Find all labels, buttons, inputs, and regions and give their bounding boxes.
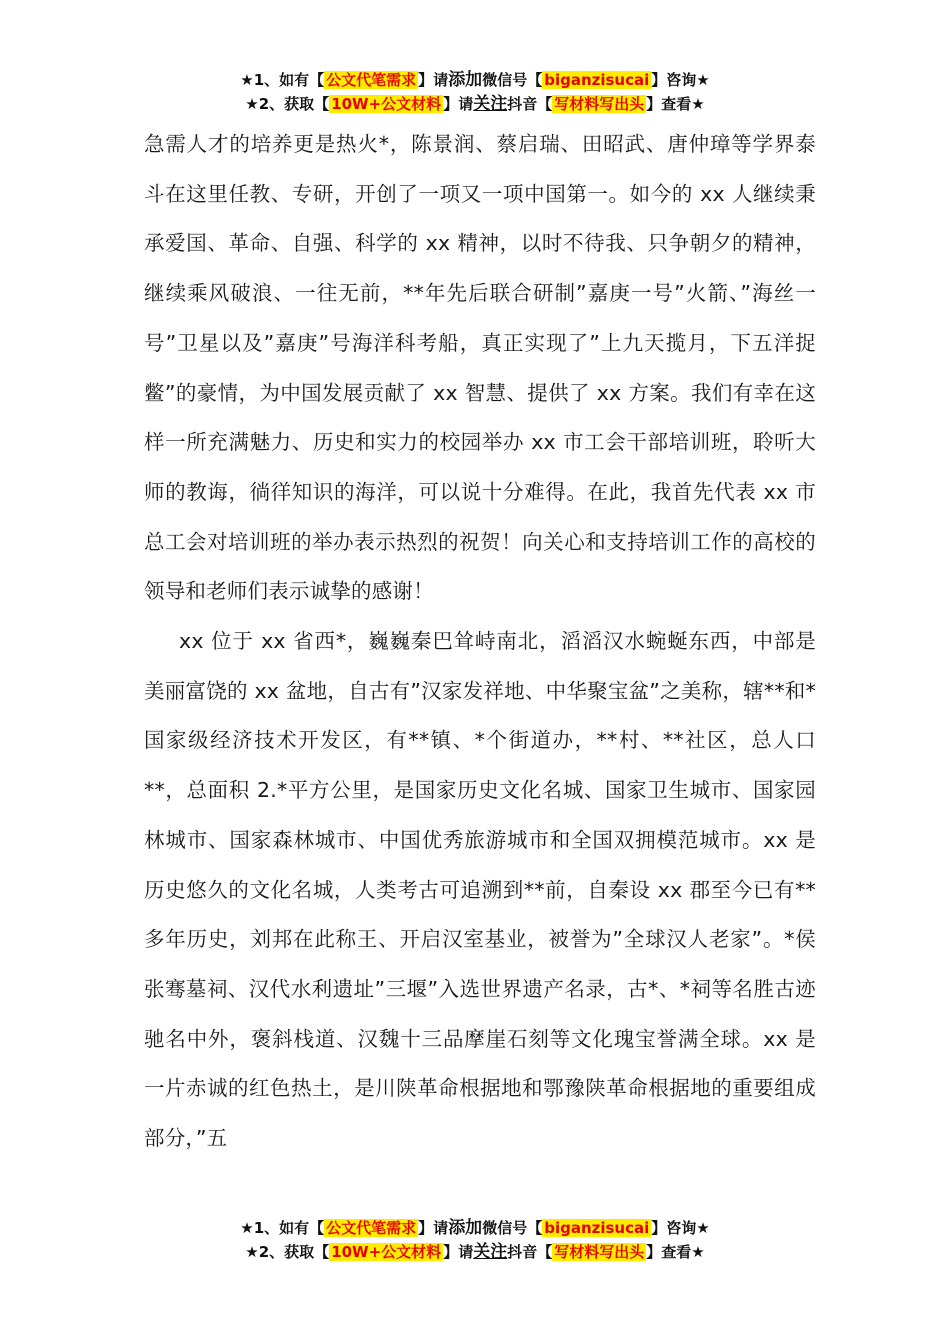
document-body xyxy=(144,120,816,1164)
header-banner xyxy=(0,68,950,116)
banner-line-1: ★1、如有【 公文代笔需求 】请添加微信号【 biganzisucai 】咨询★ xyxy=(240,70,710,90)
paragraph-1: 急需人才的培养更是热火*，陈景润、蔡启瑞、田昭武、唐仲璋等学界泰斗在这里任教、专研，开创了一项又一项中国第一。如今的 xx 人继续秉承爱国、革命、自强、科学的 xx 精神，以时不待我、只争朝夕的精神，继续乘风破浪、一往无前，**年先后联合研制”嘉庚一号”火箭、”海丝一号”卫星以及”嘉庚”号海洋科考船，真正实现了”上九天揽月，下五洋捉鳖”的豪情，为中国发展贡献了 xx 智慧、提供了 xx 方案。我们有幸在这样一所充满魅力、历史和实力的校园举办 xx 市工会干部培训班，聆听大师的教诲，徜徉知识的海洋，可以说十分难得。在此，我首先代表 xx 市总工会对培训班的举办表示热烈的祝贺！向关心和支持培训工作的高校的领导和老师们表示诚挚的感谢！ xyxy=(144,132,816,604)
banner-line-2: ★2、获取【 10W+公文材料 】请关注抖音【 写材料写出头 】查看★ xyxy=(245,94,705,114)
highlight-wechat-id: biganzisucai xyxy=(544,71,650,89)
highlight-materials: 10W+公文材料 xyxy=(331,1243,442,1261)
highlight-douyin: 写材料写出头 xyxy=(554,95,645,113)
highlight-service: 公文代笔需求 xyxy=(326,1219,417,1237)
highlight-service: 公文代笔需求 xyxy=(326,71,417,89)
paragraph-2: xx 位于 xx 省西*，巍巍秦巴耸峙南北，滔滔汉水蜿蜒东西，中部是美丽富饶的 xx 盆地，自古有”汉家发祥地、中华聚宝盆”之美称，辖**和*国家级经济技术开发区，有**镇、*个街道办，**村、**社区，总人口**，总面积 2.*平方公里，是国家历史文化名城、国家卫生城市、国家园林城市、国家森林城市、中国优秀旅游城市和全国双拥模范城市。xx 是历史悠久的文化名城，人类考古可追溯到**前，自秦设 xx 郡至今已有**多年历史，刘邦在此称王、开启汉室基业，被誉为”全球汉人老家”。*侯张骞墓祠、汉代水利遗址”三堰”入选世界遗产名录，古*、*祠等名胜古迹驰名中外，褒斜栈道、汉魏十三品摩崖石刻等文化瑰宝誉满全球。xx 是一片赤诚的红色热土，是川陕革命根据地和鄂豫陕革命根据地的重要组成部分，”五 xyxy=(144,629,816,1151)
highlight-wechat-id: biganzisucai xyxy=(544,1219,650,1237)
footer-line-1: ★1、如有【 公文代笔需求 】请添加微信号【 biganzisucai 】咨询★ xyxy=(240,1218,710,1238)
highlight-materials: 10W+公文材料 xyxy=(331,95,442,113)
footer-banner xyxy=(0,1216,950,1264)
footer-line-2: ★2、获取【 10W+公文材料 】请关注抖音【 写材料写出头 】查看★ xyxy=(245,1242,705,1262)
highlight-douyin: 写材料写出头 xyxy=(554,1243,645,1261)
